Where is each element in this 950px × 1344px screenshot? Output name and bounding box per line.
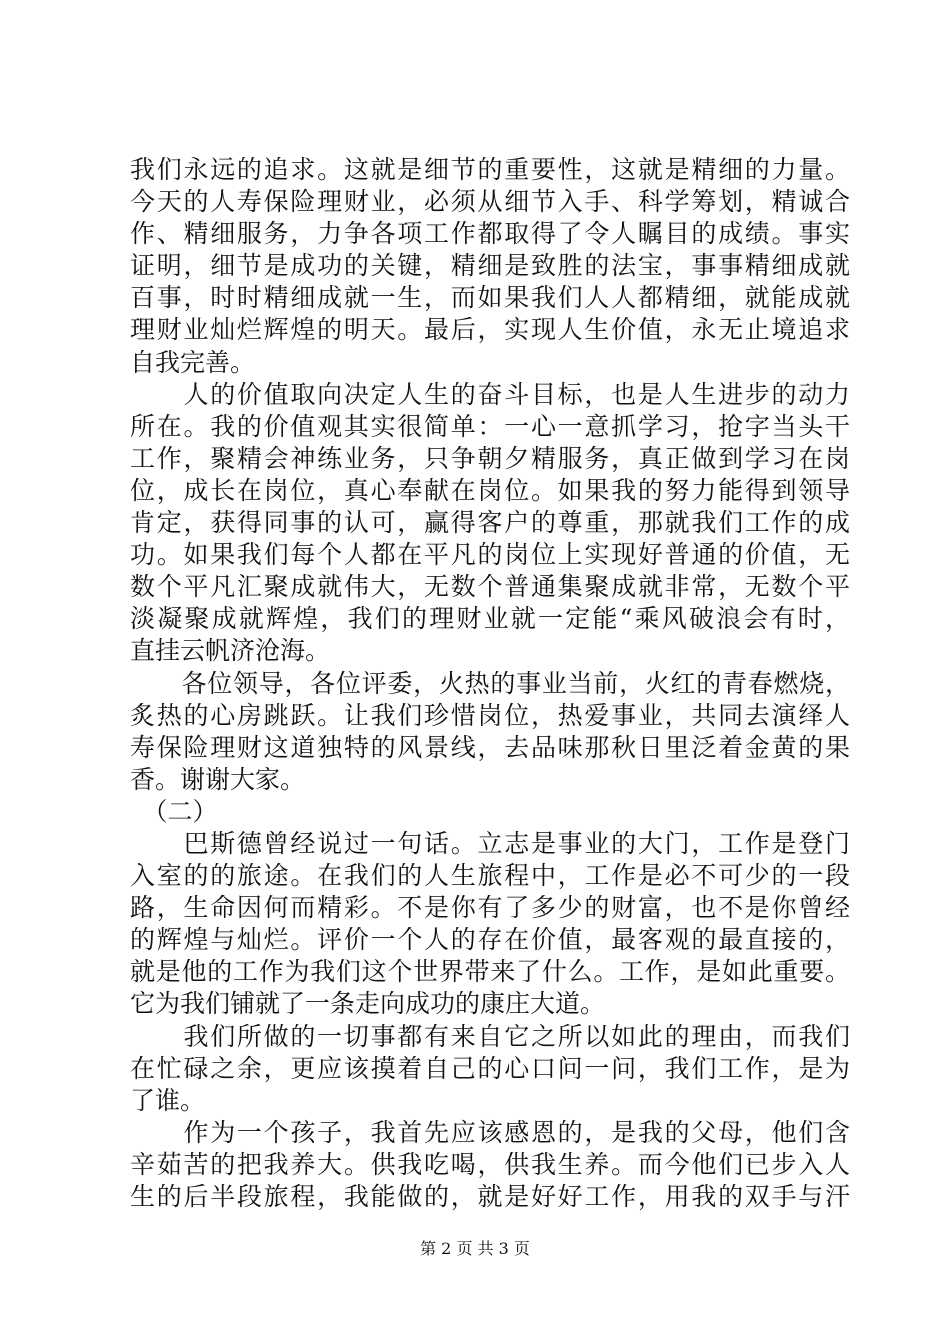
- text-line: 人的价值取向决定人生的奋斗目标，也是人生进步的动力: [130, 379, 850, 409]
- text-line: 数个平凡汇聚成就伟大，无数个普通集聚成就非常，无数个平: [130, 572, 850, 602]
- text-line: 了谁。: [130, 1085, 206, 1115]
- text-line: 作、精细服务，力争各项工作都取得了令人瞩目的成绩。事实: [130, 219, 850, 249]
- page-footer: 第 2 页 共 3 页: [420, 1239, 530, 1258]
- text-line: 巴斯德曾经说过一句话。立志是事业的大门，工作是登门: [130, 828, 850, 858]
- text-line: 路，生命因何而精彩。不是你有了多少的财富，也不是你曾经: [130, 893, 850, 923]
- text-line: 工作，聚精会神练业务，只争朝夕精服务，真正做到学习在岗: [130, 443, 850, 473]
- text-line: （二）: [130, 796, 218, 826]
- text-line: 我们所做的一切事都有来自它之所以如此的理由，而我们: [130, 1021, 850, 1051]
- text-line: 自我完善。: [130, 347, 256, 377]
- text-line: 各位领导，各位评委，火热的事业当前，火红的青春燃烧，: [130, 668, 850, 698]
- text-line: 我们永远的追求。这就是细节的重要性，这就是精细的力量。: [130, 155, 850, 184]
- text-line: 理财业灿烂辉煌的明天。最后，实现人生价值，永无止境追求: [130, 315, 850, 345]
- text-line: 辛茹苦的把我养大。供我吃喝，供我生养。而今他们已步入人: [130, 1149, 850, 1179]
- text-line: 炙热的心房跳跃。让我们珍惜岗位，热爱事业，共同去演绎人: [130, 700, 850, 730]
- text-line: 的辉煌与灿烂。评价一个人的存在价值，最客观的最直接的，: [130, 925, 850, 955]
- body-text: [130, 154, 850, 1213]
- text-line: 功。如果我们每个人都在平凡的岗位上实现好普通的价值，无: [130, 540, 850, 570]
- text-line: 今天的人寿保险理财业，必须从细节入手、科学筹划，精诚合: [130, 187, 850, 217]
- text-line: 生的后半段旅程，我能做的，就是好好工作，用我的双手与汗: [130, 1182, 850, 1211]
- text-line: 作为一个孩子，我首先应该感恩的，是我的父母，他们含: [130, 1117, 850, 1147]
- text-line: 肯定，获得同事的认可，赢得客户的尊重，那就我们工作的成: [130, 508, 850, 538]
- text-line: 直挂云帆济沧海。: [130, 636, 331, 666]
- text-line: 证明，细节是成功的关键，精细是致胜的法宝，事事精细成就: [130, 251, 850, 281]
- text-line: 百事，时时精细成就一生，而如果我们人人都精细，就能成就: [130, 283, 850, 313]
- text-line: 淡凝聚成就辉煌，我们的理财业就一定能“乘风破浪会有时，: [130, 604, 850, 634]
- text-line: 寿保险理财这道独特的风景线，去品味那秋日里泛着金黄的果: [130, 732, 850, 762]
- text-line: 所在。我的价值观其实很简单：一心一意抓学习，抢字当头干: [130, 411, 850, 441]
- text-line: 香。谢谢大家。: [130, 764, 306, 794]
- text-line: 位，成长在岗位，真心奉献在岗位。如果我的努力能得到领导: [130, 475, 850, 505]
- text-line: 入室的的旅途。在我们的人生旅程中，工作是必不可少的一段: [130, 861, 850, 891]
- text-line: 它为我们铺就了一条走向成功的康庄大道。: [130, 989, 606, 1019]
- text-line: 在忙碌之余，更应该摸着自己的心口问一问，我们工作，是为: [130, 1053, 850, 1083]
- text-line: 就是他的工作为我们这个世界带来了什么。工作，是如此重要。: [130, 957, 850, 987]
